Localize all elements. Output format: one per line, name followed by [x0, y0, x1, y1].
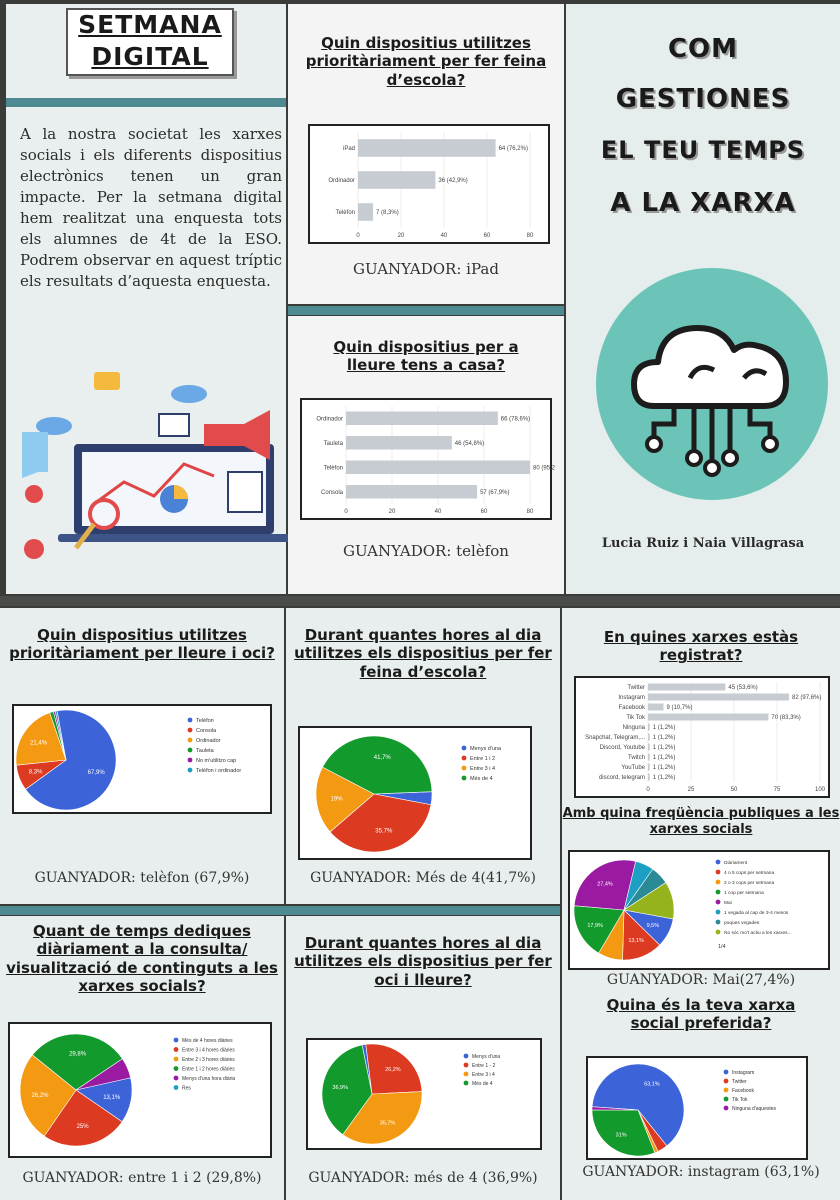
cover-title-line4: A LA XARXA [610, 188, 796, 218]
legend-label: Diàriament [724, 861, 748, 866]
legend-label: 1 cop per setmana [724, 891, 764, 896]
legend-label: Entre 1 i 2 [470, 756, 496, 762]
category-label: discord, telegram [598, 775, 645, 781]
panel-cover [566, 4, 840, 594]
legend-label: Menys d'una [472, 1054, 501, 1060]
legend-dot [174, 1057, 179, 1062]
chart3-winner: GUANYADOR: telèfon (67,9%) [34, 870, 250, 886]
cloud-network-icon [594, 266, 830, 502]
bar [648, 714, 768, 721]
slice-label: 9,5% [646, 922, 660, 929]
x-tick-label: 50 [730, 787, 738, 793]
legend-label: Menys d'una hora diària [182, 1076, 236, 1082]
chart2-winner: GUANYADOR: telèfon [343, 542, 509, 560]
legend-dot [724, 1106, 729, 1111]
legend-dot [716, 890, 721, 895]
x-tick-label: 25 [687, 787, 695, 793]
intro-text: A la nostra societat les xarxes socials i els diferents dispositius electrònics tenen un gran impacte. Per la setmana digital hem realitzat una enquesta tots els alumnes de 4t de la ESO. Podrem observar en aquest tríptic els resultats d’aquesta enquesta. [20, 125, 282, 290]
legend-dot [464, 1063, 469, 1068]
chart6-winner: GUANYADOR: Mai(27,4%) [606, 972, 796, 988]
chart9-frame [586, 1056, 808, 1160]
chart1-winner: GUANYADOR: iPad [353, 260, 499, 278]
bar [346, 436, 452, 449]
x-tick-label: 0 [344, 509, 348, 515]
legend-dot [716, 880, 721, 885]
bar [648, 754, 650, 761]
bar [648, 694, 789, 701]
legend-label: 1 vegada al cap de 3-4 mesos [724, 911, 789, 916]
panel-home-devices [288, 316, 564, 594]
chart8-title: Durant quantes hores al dia utilitzes els dispositius per fer oci i lleure? [294, 934, 552, 989]
slice-label: 41,7% [373, 755, 391, 762]
bar [346, 412, 498, 425]
legend-label: Entre 3 i 4 hores diàries [182, 1047, 235, 1054]
data-label: 1 (1,2%) [652, 745, 676, 751]
legend-dot [174, 1038, 179, 1043]
legend-label: Instagram [732, 1070, 755, 1076]
legend-dot [174, 1085, 179, 1090]
chart1-frame [308, 124, 550, 244]
data-label: 1 (1,2%) [652, 725, 676, 731]
slice-label: 63,1% [644, 1081, 660, 1088]
x-tick-label: 40 [434, 509, 442, 515]
legend-label: Entre 3 i 4 [472, 1072, 495, 1078]
chart4-frame [298, 726, 532, 860]
slice-label: 26,2% [31, 1093, 49, 1100]
legend-dot [724, 1079, 729, 1084]
chart8-frame [306, 1038, 542, 1150]
data-label: 80 (95,2 [533, 465, 556, 472]
x-tick-label: 40 [440, 233, 448, 239]
category-label: Twitter [627, 685, 645, 691]
chart4-winner: GUANYADOR: Més de 4(41,7%) [310, 870, 536, 886]
legend-label: Facebook [732, 1088, 754, 1094]
legend-label: Entre 2 i 3 hores diàries [182, 1057, 235, 1063]
category-label: Facebook [618, 705, 645, 711]
data-label: 57 (67,9%) [480, 489, 510, 496]
chart6-frame [568, 850, 830, 970]
chart3-svg [14, 706, 270, 812]
chart6-svg [570, 852, 828, 968]
legend-dot [188, 768, 193, 773]
legend-dot [464, 1081, 469, 1086]
legend-dot [716, 910, 721, 915]
teal-divider-bottom [0, 906, 560, 915]
chart1-title: Quin dispositius utilitzes prioritàriament per fer feina d’escola? [305, 34, 547, 89]
chart7-winner: GUANYADOR: entre 1 i 2 (29,8%) [22, 1170, 262, 1186]
legend-label: No m'utilitzo cap [196, 758, 237, 764]
legend-label: Ordinador [196, 738, 221, 744]
legend-dot [188, 728, 193, 733]
category-label: Telèfon [335, 210, 355, 216]
legend-dot [188, 718, 193, 723]
data-label: 46 (54,8%) [454, 440, 485, 447]
authors: Lucia Ruiz i Naia Villagrasa [601, 536, 805, 551]
bar [648, 684, 725, 691]
legend-dot [464, 1072, 469, 1077]
legend-dot [462, 766, 467, 771]
legend-label: 2 o 3 cops per setmana [724, 881, 775, 886]
slice-label: 13,1% [103, 1094, 121, 1101]
x-tick-label: 60 [480, 509, 488, 515]
chart4-title: Durant quantes hores al dia utilitzes els dispositius per fer feina d’escola? [294, 626, 552, 681]
x-tick-label: 60 [483, 233, 491, 239]
legend-dot [716, 930, 721, 935]
legend-dot [188, 758, 193, 763]
sheet-gap [0, 596, 840, 606]
category-label: Ordinador [316, 416, 343, 423]
legend-dot [716, 900, 721, 905]
bar [648, 724, 650, 731]
bar [346, 485, 477, 498]
category-label: Tauleta [323, 440, 343, 447]
chart7-svg [10, 1024, 270, 1156]
x-tick-label: 20 [388, 509, 396, 515]
bar [346, 461, 530, 474]
data-label: 36 (42,9%) [438, 178, 468, 184]
bar [648, 704, 663, 711]
panel-social-time [0, 916, 284, 1200]
data-label: 7 (8,3%) [376, 210, 399, 216]
slice-label: 19% [330, 796, 343, 803]
legend-dot [464, 1054, 469, 1059]
data-label: 64 (76,2%) [498, 146, 528, 152]
panel-leisure-hours [286, 916, 560, 1200]
category-label: Ordinador [328, 178, 355, 184]
data-label: 45 (53,6%) [728, 685, 758, 691]
chart8-svg [308, 1040, 540, 1148]
category-label: iPad [342, 146, 355, 152]
cover-title-line2: GESTIONES [615, 84, 791, 114]
panel-intro [6, 4, 286, 594]
chart1-svg [310, 126, 548, 242]
slice-label: 8,3% [28, 769, 43, 776]
slice-label: 29,8% [69, 1051, 87, 1058]
category-label: Tik Tok [626, 715, 645, 721]
x-tick-label: 0 [356, 233, 360, 239]
data-label: 1 (1,2%) [652, 765, 676, 771]
bar [648, 774, 650, 781]
data-label: 1 (1,2%) [652, 735, 676, 741]
slice-label: 36,9% [332, 1085, 349, 1092]
marketing-illustration-icon [14, 364, 282, 564]
slice-label: 21,4% [30, 740, 48, 747]
legend-label: Més de 4 [470, 776, 493, 782]
panel-school-devices [288, 4, 564, 304]
heading-line1: SETMANA [78, 10, 222, 39]
cover-title-line1: COM [667, 34, 739, 64]
slice-label: 35,7% [379, 1120, 396, 1127]
legend-label: Més de 4 hores diàries [182, 1038, 233, 1044]
x-tick-label: 80 [526, 509, 534, 515]
slice-label: 13,1% [628, 938, 644, 945]
legend-label: Entre 1 i 2 hores diàries [182, 1066, 235, 1073]
chart7-frame [8, 1022, 272, 1158]
legend-label: Tik Tok [732, 1097, 748, 1103]
data-label: 1 (1,2%) [652, 775, 676, 781]
legend-label: No sóc mo't actiu a les xarxes... [724, 931, 792, 936]
category-label: Snapchat, Telegram,... [585, 735, 645, 741]
slice-label: 26,2% [385, 1067, 401, 1074]
category-label: Twitch [627, 755, 645, 761]
bar [358, 139, 496, 157]
legend-label: Tauleta [196, 748, 214, 754]
legend-label: Més de 4 [472, 1081, 493, 1087]
chart8-winner: GUANYADOR: més de 4 (36,9%) [308, 1170, 538, 1186]
legend-dot [174, 1076, 179, 1081]
legend-dot [462, 746, 467, 751]
chart4-svg [300, 728, 530, 858]
legend-label: Ninguna d'aquestes [732, 1106, 777, 1112]
legend-label: Entre 1 - 2 [472, 1063, 496, 1069]
chart3-title: Quin dispositius utilitzes prioritàriament per lleure i oci? [9, 626, 275, 663]
chart2-title: Quin dispositius per a lleure tens a casa? [333, 338, 519, 375]
legend-dot [188, 738, 193, 743]
teal-divider [6, 98, 286, 107]
chart5-svg [576, 678, 828, 796]
slice-label: 67,9% [87, 770, 105, 777]
legend-dot [188, 748, 193, 753]
chart2-frame [300, 398, 556, 520]
category-label: YouTube [621, 765, 645, 771]
bar [648, 734, 650, 741]
legend-dot [716, 860, 721, 865]
x-tick-label: 100 [814, 787, 826, 793]
chart5-frame [574, 676, 830, 798]
slice-label: 35,7% [375, 828, 393, 835]
legend-label: Twitter [732, 1079, 747, 1085]
panel-school-hours [286, 608, 560, 904]
legend-label: Telèfon [196, 718, 214, 724]
legend-label: Res [182, 1085, 191, 1092]
legend-label: Telèfon i ordinador [196, 768, 242, 774]
category-label: Telèfon [323, 465, 343, 472]
chart9-winner: GUANYADOR: instagram (63,1%) [582, 1164, 820, 1180]
category-label: Consola [320, 489, 343, 496]
chart2-svg [302, 400, 556, 518]
x-tick-label: 20 [397, 233, 405, 239]
cover-title-line3: EL TEU TEMPS [600, 136, 806, 164]
x-tick-label: 0 [646, 787, 650, 793]
legend-label: Mai [724, 901, 732, 906]
x-tick-label: 75 [773, 787, 781, 793]
data-label: 1 (1,2%) [652, 755, 676, 761]
legend-label: Menys d'una [470, 746, 502, 752]
legend-label: 4 o 5 cops per setmana [724, 871, 775, 876]
legend-dot [724, 1070, 729, 1075]
chart7-title: Quant de temps dediques diàriament a la consulta/ visualització de continguts a les xarxes socials? [6, 922, 278, 995]
legend-dot [716, 920, 721, 925]
legend-dot [724, 1097, 729, 1102]
legend-dot [462, 776, 467, 781]
legend-pager: 1/4 [718, 944, 726, 950]
data-label: 82 (97,6%) [792, 695, 822, 701]
legend-label: poques vegades [724, 921, 760, 926]
chart3-frame [12, 704, 272, 814]
heading-line2: DIGITAL [91, 42, 209, 71]
slice-label: 31% [615, 1132, 627, 1139]
bar [648, 744, 650, 751]
bar [358, 171, 435, 189]
panel-networks [562, 608, 840, 1200]
legend-dot [716, 870, 721, 875]
category-label: Discord, Youtube [599, 745, 645, 751]
chart5-title: En quines xarxes estàs registrat? [603, 628, 799, 665]
slice-label: 27,4% [597, 881, 613, 888]
legend-dot [174, 1066, 179, 1071]
category-label: Instagram [618, 695, 645, 701]
bar [358, 203, 373, 221]
slice-label: 25% [76, 1123, 89, 1130]
legend-label: Entre 3 i 4 [470, 766, 496, 772]
data-label: 66 (78,6%) [500, 416, 531, 423]
chart6-title: Amb quina freqüència publiques a les xarxes socials [562, 806, 840, 837]
slice-label: 17,9% [587, 922, 603, 929]
legend-dot [174, 1047, 179, 1052]
legend-dot [462, 756, 467, 761]
teal-divider-mid [288, 306, 564, 315]
data-label: 70 (83,3%) [771, 715, 801, 721]
panel-leisure-device [0, 608, 284, 904]
legend-label: Consola [196, 728, 217, 734]
bar [648, 764, 650, 771]
legend-dot [724, 1088, 729, 1093]
data-label: 9 (10,7%) [666, 705, 693, 711]
chart9-title: Quina és la teva xarxa social preferida? [606, 996, 796, 1033]
chart9-svg [588, 1058, 806, 1158]
x-tick-label: 80 [526, 233, 534, 239]
category-label: Ninguna [622, 725, 645, 731]
